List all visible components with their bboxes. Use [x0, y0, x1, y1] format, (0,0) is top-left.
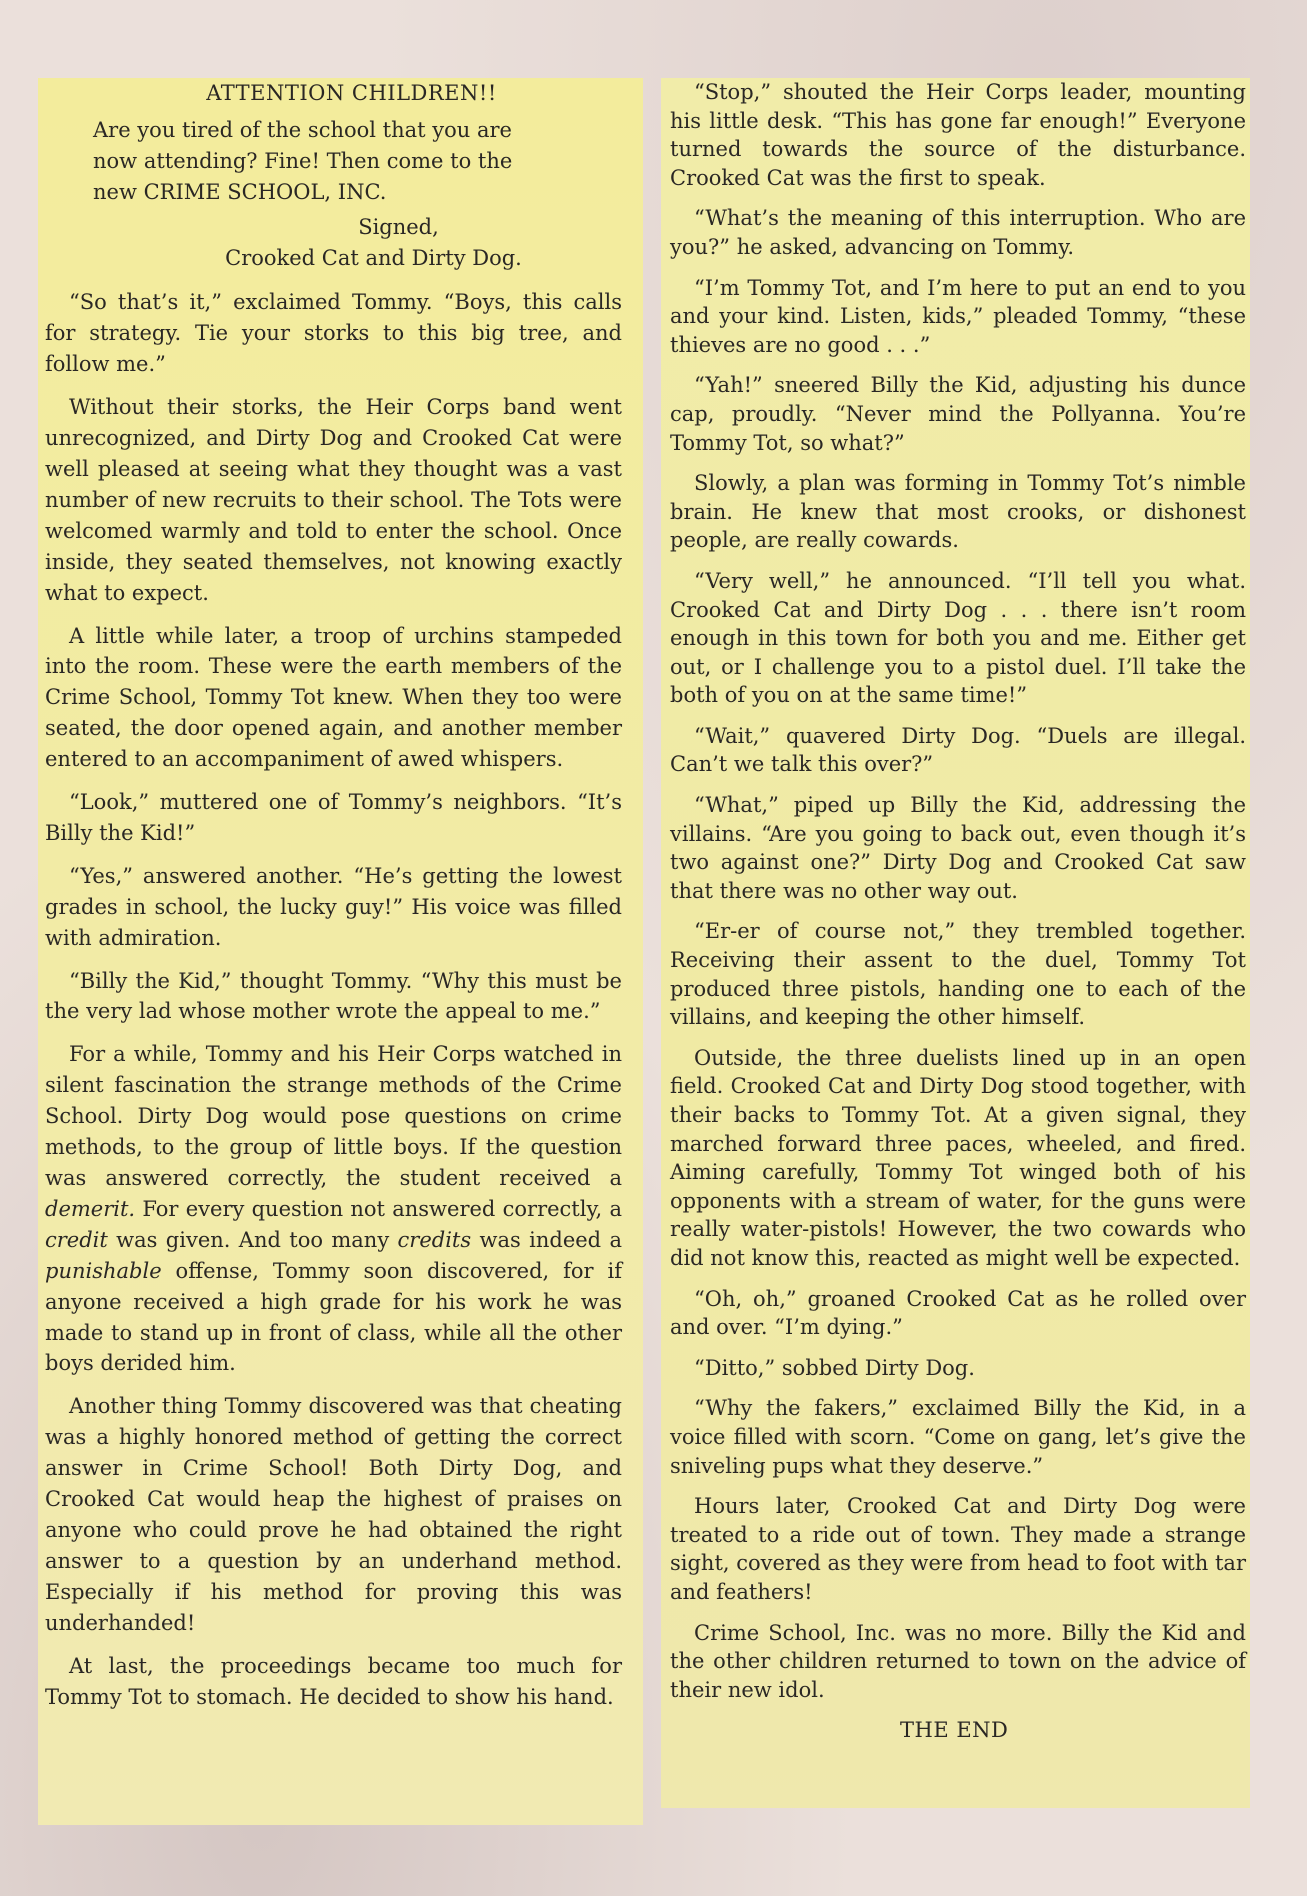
paragraph: Crime School, Inc. was no more. Billy the Kid and the other children returned to town on the advice of their new idol.	[670, 1620, 1246, 1702]
paragraph: Without their storks, the Heir Corps band went unrecognized, and Dirty Dog and Crooked Cat were well pleased at seeing what they thought was a vast number of new recruits to their school. The Tots were welcomed warmly and told to enter the school. Once inside, they seated themselves, not knowing exactly what to expect.	[45, 395, 622, 605]
paragraph: “What’s the meaning of this interruption. Who are you?” he asked, advancing on Tommy.	[670, 206, 1246, 259]
italic-term: demerit.	[45, 1196, 136, 1221]
italic-term: credit	[45, 1227, 108, 1252]
paragraph: “Very well,” he announced. “I’ll tell you what. Crooked Cat and Dirty Dog . . . there isn’t room enough in this town for both you and me. Either get out, or I challenge you to a pistol duel. I’ll take the both of you on at the same time!”	[670, 568, 1246, 708]
paragraph: Outside, the three duelists lined up in an open field. Crooked Cat and Dirty Dog stood together, with their backs to Tommy Tot. At a given signal, they marched forward three paces, wheeled, and fired. Aiming carefully, Tommy Tot winged both of his opponents with a stream of water, for the guns were really water-pistols! However, the two cowards who did not know this, reacted as might well be expected.	[670, 1045, 1246, 1270]
text-run: For every question not answered correctly, a	[135, 1196, 622, 1221]
text-run: For a while, Tommy and his Heir Corps watched in silent fascination the strange methods of the Crime School. Dirty Dog would pose questions on crime methods, to the group of little boys. If the question was answered correctly, the student received a	[45, 1042, 622, 1190]
left-column	[38, 78, 643, 1825]
text-run: was indeed a	[471, 1227, 622, 1252]
italic-term: punishable	[45, 1258, 162, 1283]
paragraph: “So that’s it,” exclaimed Tommy. “Boys, this calls for strategy. Tie your storks to this big tree, and follow me.”	[45, 290, 622, 377]
paragraph: “Look,” muttered one of Tommy’s neighbors. “It’s Billy the Kid!”	[45, 790, 622, 845]
italic-term: credits	[397, 1227, 472, 1252]
paragraph	[45, 1039, 622, 1379]
paragraph: “Yes,” answered another. “He’s getting the lowest grades in school, the lucky guy!” His voice was filled with admiration.	[45, 863, 622, 950]
text-run: was given. And too many	[107, 1227, 398, 1252]
paragraph: Hours later, Crooked Cat and Dirty Dog were treated to a ride out of town. They made a strange sight, covered as they were from head to foot with tar and feathers!	[670, 1494, 1246, 1604]
the-end-label: THE END	[900, 1718, 1009, 1743]
paragraph: “Stop,” shouted the Heir Corps leader, mounting his little desk. “This has gone far enough!” Everyone turned towards the source of the disturbance. Crooked Cat was the first to speak.	[670, 80, 1246, 190]
notice-signers: Crooked Cat and Dirty Dog.	[225, 245, 522, 270]
paragraph: “Oh, oh,” groaned Crooked Cat as he rolled over and over. “I’m dying.”	[670, 1286, 1246, 1340]
paragraph: “Wait,” quavered Dirty Dog. “Duels are illegal. Can’t we talk this over?”	[670, 723, 1246, 777]
paragraph: “What,” piped up Billy the Kid, addressing the villains. “Are you going to back out, even though it’s two against one?” Dirty Dog and Crooked Cat saw that there was no other way out.	[670, 793, 1246, 903]
paragraph: Another thing Tommy discovered was that cheating was a highly honored method of getting the correct answer in Crime School! Both Dirty Dog, and Crooked Cat would heap the highest of praises on anyone who could prove he had obtained the right answer to a question by an underhand method. Especially if his method for proving this was underhanded!	[45, 1394, 622, 1635]
paragraph: “Why the fakers,” exclaimed Billy the Kid, in a voice filled with scorn. “Come on gang, let’s give the sniveling pups what they deserve.”	[670, 1396, 1246, 1478]
paragraph: A little while later, a troop of urchins stampeded into the room. These were the earth members of the Crime School, Tommy Tot knew. When they too were seated, the door opened again, and another member entered to an accompaniment of awed whispers.	[45, 623, 622, 772]
paragraph: “Er-er of course not,” they trembled together. Receiving their assent to the duel, Tommy Tot produced three pistols, handing one to each of the villains, and keeping the other himself.	[670, 919, 1246, 1030]
notice-signed: Signed,	[358, 214, 439, 239]
notice-body: Are you tired of the school that you are now attending? Fine! Then come to the new CRIME SCHOOL, INC.	[93, 117, 513, 204]
paragraph: “I’m Tommy Tot, and I’m here to put an end to you and your kind. Listen, kids,” pleaded Tommy, “these thieves are no good . . .”	[670, 275, 1246, 357]
paragraph: “Billy the Kid,” thought Tommy. “Why this must be the very lad whose mother wrote the appeal to me.”	[45, 968, 622, 1024]
notice-heading: ATTENTION CHILDREN!!	[206, 81, 497, 105]
paragraph: “Ditto,” sobbed Dirty Dog.	[694, 1355, 975, 1380]
text-run: offense, Tommy soon discovered, for if anyone received a high grade for his work he was made to stand up in front of class, while all the other boys derided him.	[45, 1258, 622, 1376]
right-column	[661, 78, 1250, 1808]
paragraph: At last, the proceedings became too much for Tommy Tot to stomach. He decided to show his hand.	[45, 1653, 622, 1709]
paragraph: Slowly, a plan was forming in Tommy Tot’s nimble brain. He knew that most crooks, or dishonest people, are really cowards.	[670, 471, 1246, 553]
paragraph: “Yah!” sneered Billy the Kid, adjusting his dunce cap, proudly. “Never mind the Pollyanna. You’re Tommy Tot, so what?”	[670, 373, 1246, 455]
